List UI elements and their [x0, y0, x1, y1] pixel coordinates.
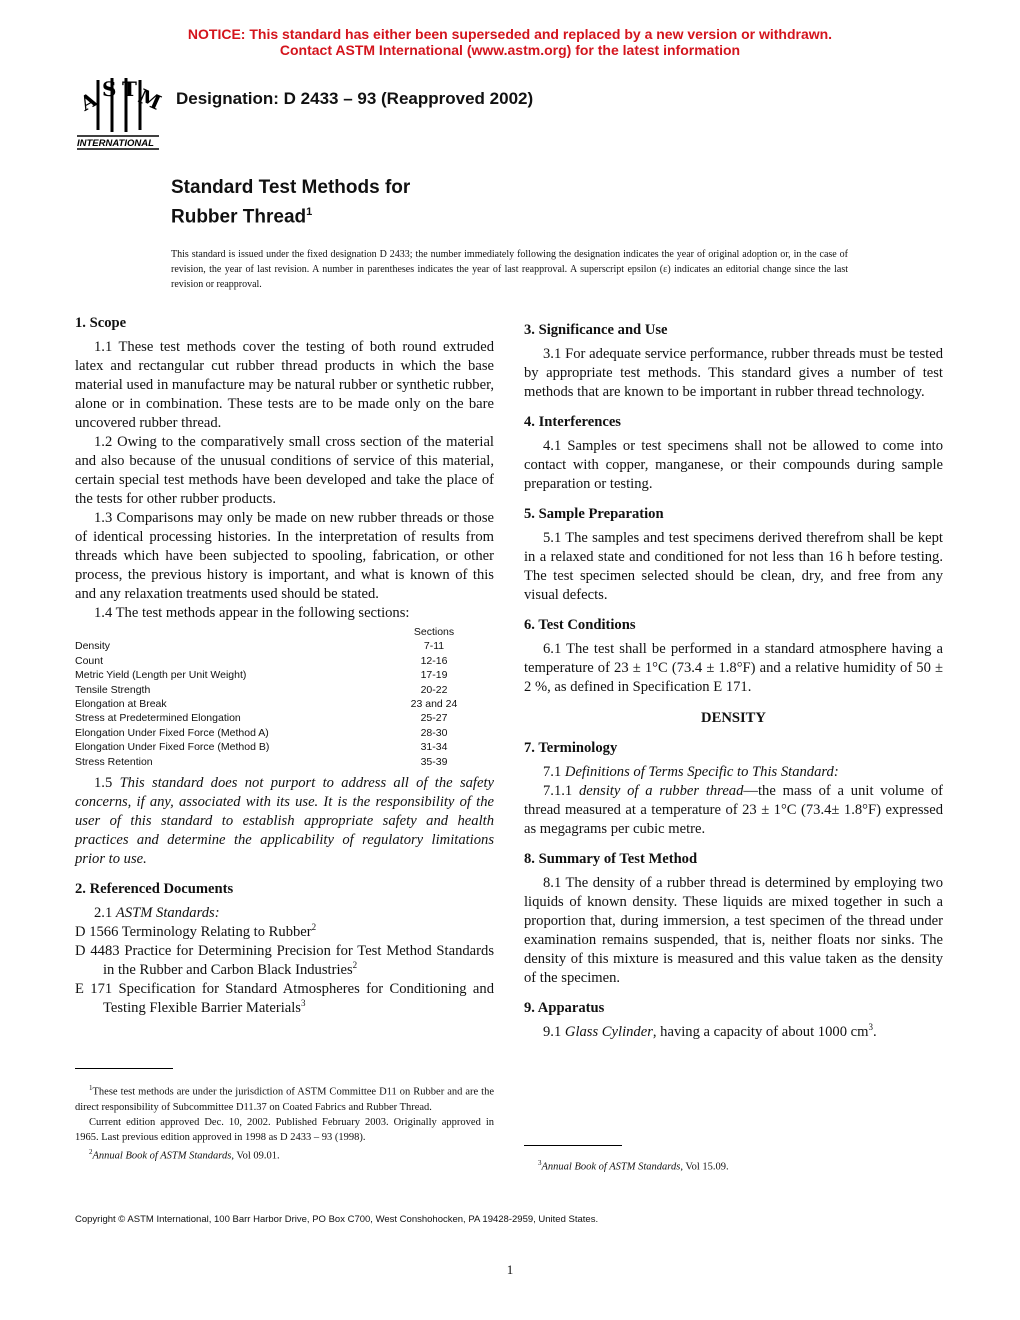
svg-text:T: T: [122, 77, 137, 101]
sections-table: [75, 625, 469, 769]
footnote-1-continued: Current edition approved Dec. 10, 2002. Published February 2003. Originally approved in 1965. Last previous edition approved in 1998 as D 2433 – 93 (1998).: [75, 1116, 494, 1143]
section-range: 17-19: [420, 669, 448, 682]
astm-logo: [75, 74, 165, 150]
sections-header: Sections: [413, 626, 455, 638]
paragraph: 1.1 These test methods cover the testing of both round extruded latex and rectangular cut rubber thread products in which the base material used in manufacture may be natural rubber or synthetic rubber, alone or in combination. These tests are to be made only on the bare uncovered rubber thread.: [75, 339, 494, 431]
footnotes-right: [524, 1156, 943, 1175]
footnote-1: $^1$These test methods are under the jurisdiction of ASTM Committee D11 on Rubber and are the direct responsibility of Subcommittee D11.37 on Coated Fabrics and Rubber Thread.: [75, 1084, 494, 1113]
section-name: Elongation at Break: [75, 698, 167, 711]
issue-note: This standard is issued under the fixed designation D 2433; the number immediately following the designation indicates the year of original adoption or, in the case of revision, the year of last revision. A number in parentheses indicates the year of last reapproval. A superscript epsilon (ε) indicates an editorial change since the last revision or reapproval.: [171, 249, 848, 290]
document-title: [171, 176, 410, 229]
paragraph: 1.3 Comparisons may only be made on new rubber threads or those of identical processing histories. In the interpretation of results from threads which have been subjected to spooling, fabrication, or other process, the previous history is important, and what is known of this and any relaxation treatments used should be stated.: [75, 510, 494, 602]
section-name: Elongation Under Fixed Force (Method B): [75, 741, 270, 754]
paragraph: 1.2 Owing to the comparatively small cross section of the material and also because of the unusual conditions of service of this material, certain special test methods have been developed and take the place of the tests for other rubber products.: [75, 434, 494, 507]
section-name: Count: [75, 654, 104, 667]
svg-text:A: A: [75, 87, 101, 116]
section-range: 7-11: [423, 640, 445, 653]
section-range: 12-16: [420, 654, 448, 667]
page-number: 1: [506, 1262, 514, 1277]
section-heading: 2. Referenced Documents: [75, 881, 234, 898]
footnotes-left: [75, 1081, 494, 1163]
reference-d1566: D 1566 Terminology Relating to Rubber$^2$: [75, 922, 317, 941]
paragraph: 3.1 For adequate service performance, rubber threads must be tested by appropriate test methods. This standard gives a number of test methods that are known to be important in rubber thread technology.: [524, 346, 943, 400]
section-range: 35-39: [420, 755, 448, 768]
paragraph: 2.1 ASTM Standards:: [94, 905, 220, 922]
section-name: Elongation Under Fixed Force (Method A): [75, 726, 269, 739]
paragraph: 6.1 The test shall be performed in a standard atmosphere having a temperature of 23 ± 1°C (73.4 ± 1.8°F) and a relative humidity of 50 ± 2 %, as defined in Specification E 171.: [524, 641, 943, 695]
section-heading: 8. Summary of Test Method: [524, 851, 698, 867]
footnote-rule: [75, 1068, 173, 1069]
section-range: 25-27: [420, 712, 448, 725]
paragraph: 8.1 The density of a rubber thread is determined by employing two liquids of known density. These liquids are mixed together in such a proportion that, during immersion, a test specimen of the thread under examination remains suspended, that is, neither floats nor sinks. The density of this mixture is measured and this value taken as the density of the specimen.: [524, 875, 943, 986]
title-line-2: Rubber Thread$^1$: [171, 206, 313, 228]
section-heading: 1. Scope: [75, 315, 127, 331]
section-name: Stress at Predetermined Elongation: [75, 712, 241, 725]
section-heading: 6. Test Conditions: [524, 617, 636, 633]
footnote-rule: [524, 1145, 622, 1146]
reference-d4483: D 4483 Practice for Determining Precision for Test Method Standards in the Rubber and Carbon Black Industries$^2$: [75, 943, 494, 979]
density-heading: DENSITY: [701, 710, 766, 726]
svg-text:INTERNATIONAL: INTERNATIONAL: [77, 138, 154, 149]
svg-text:M: M: [134, 83, 165, 115]
section-heading: 3. Significance and Use: [524, 322, 668, 338]
paragraph: 9.1 Glass Cylinder, having a capacity of about 1000 $cm^3$.: [543, 1022, 877, 1040]
paragraph: 1.4 The test methods appear in the following sections:: [94, 605, 410, 621]
section-heading: 9. Apparatus: [524, 1000, 605, 1016]
section-heading: 5. Sample Preparation: [524, 506, 664, 522]
svg-text:S: S: [102, 77, 117, 101]
title-line-1: Standard Test Methods for: [171, 177, 411, 198]
footnote-2: $^2$Annual Book of ASTM Standards, Vol 09.01.: [89, 1147, 280, 1161]
safety-paragraph: 1.5 This standard does not purport to address all of the safety concerns, if any, associated with its use. It is the responsibility of the user of this standard to establish appropriate safety and health practices and determine the applicability of regulatory limitations prior to use.: [75, 775, 494, 868]
section-range: 28-30: [420, 726, 448, 739]
section-range: 31-34: [420, 741, 448, 754]
designation: Designation: D 2433 – 93 (Reapproved 2002): [176, 89, 534, 108]
notice-line-2: Contact ASTM International (www.astm.org) for the latest information: [279, 42, 741, 58]
reference-e171: E 171 Specification for Standard Atmospheres for Conditioning and Testing Flexible Barrier Materials$^3$: [75, 981, 494, 1017]
paragraph: 7.1.1 density of a rubber thread—the mass of a unit volume of thread measured at a temperature of 23 ± 1°C (73.4± 1.8°F) expressed as megagrams per cubic metre.: [524, 783, 943, 837]
right-column: [524, 310, 943, 1042]
paragraph: 4.1 Samples or test specimens shall not be allowed to come into contact with copper, manganese, or their compounds during sample preparation or testing.: [524, 438, 943, 492]
section-range: 23 and 24: [410, 698, 458, 711]
section-range: 20-22: [420, 683, 448, 696]
section-name: Density: [75, 640, 111, 653]
section-name: Metric Yield (Length per Unit Weight): [75, 669, 247, 682]
section-heading: 7. Terminology: [524, 740, 618, 756]
section-name: Stress Retention: [75, 755, 153, 768]
paragraph: 5.1 The samples and test specimens derived therefrom shall be kept in a relaxed state and conditioned for not less than 16 h before testing. The test specimen selected should be clean, dry, and free from any visual defects.: [524, 530, 943, 603]
notice-line-1: NOTICE: This standard has either been superseded and replaced by a new version or withdrawn.: [187, 26, 833, 42]
section-name: Tensile Strength: [75, 683, 151, 696]
left-column: [75, 310, 494, 1018]
paragraph: 7.1 Definitions of Terms Specific to This Standard:: [543, 764, 839, 780]
section-heading: 4. Interferences: [524, 414, 621, 430]
copyright: Copyright © ASTM International, 100 Barr Harbor Drive, PO Box C700, West Conshohocken, PA 19428-2959, United States.: [75, 1214, 599, 1225]
footnote-3: $^3$Annual Book of ASTM Standards, Vol 15.09.: [538, 1159, 729, 1173]
